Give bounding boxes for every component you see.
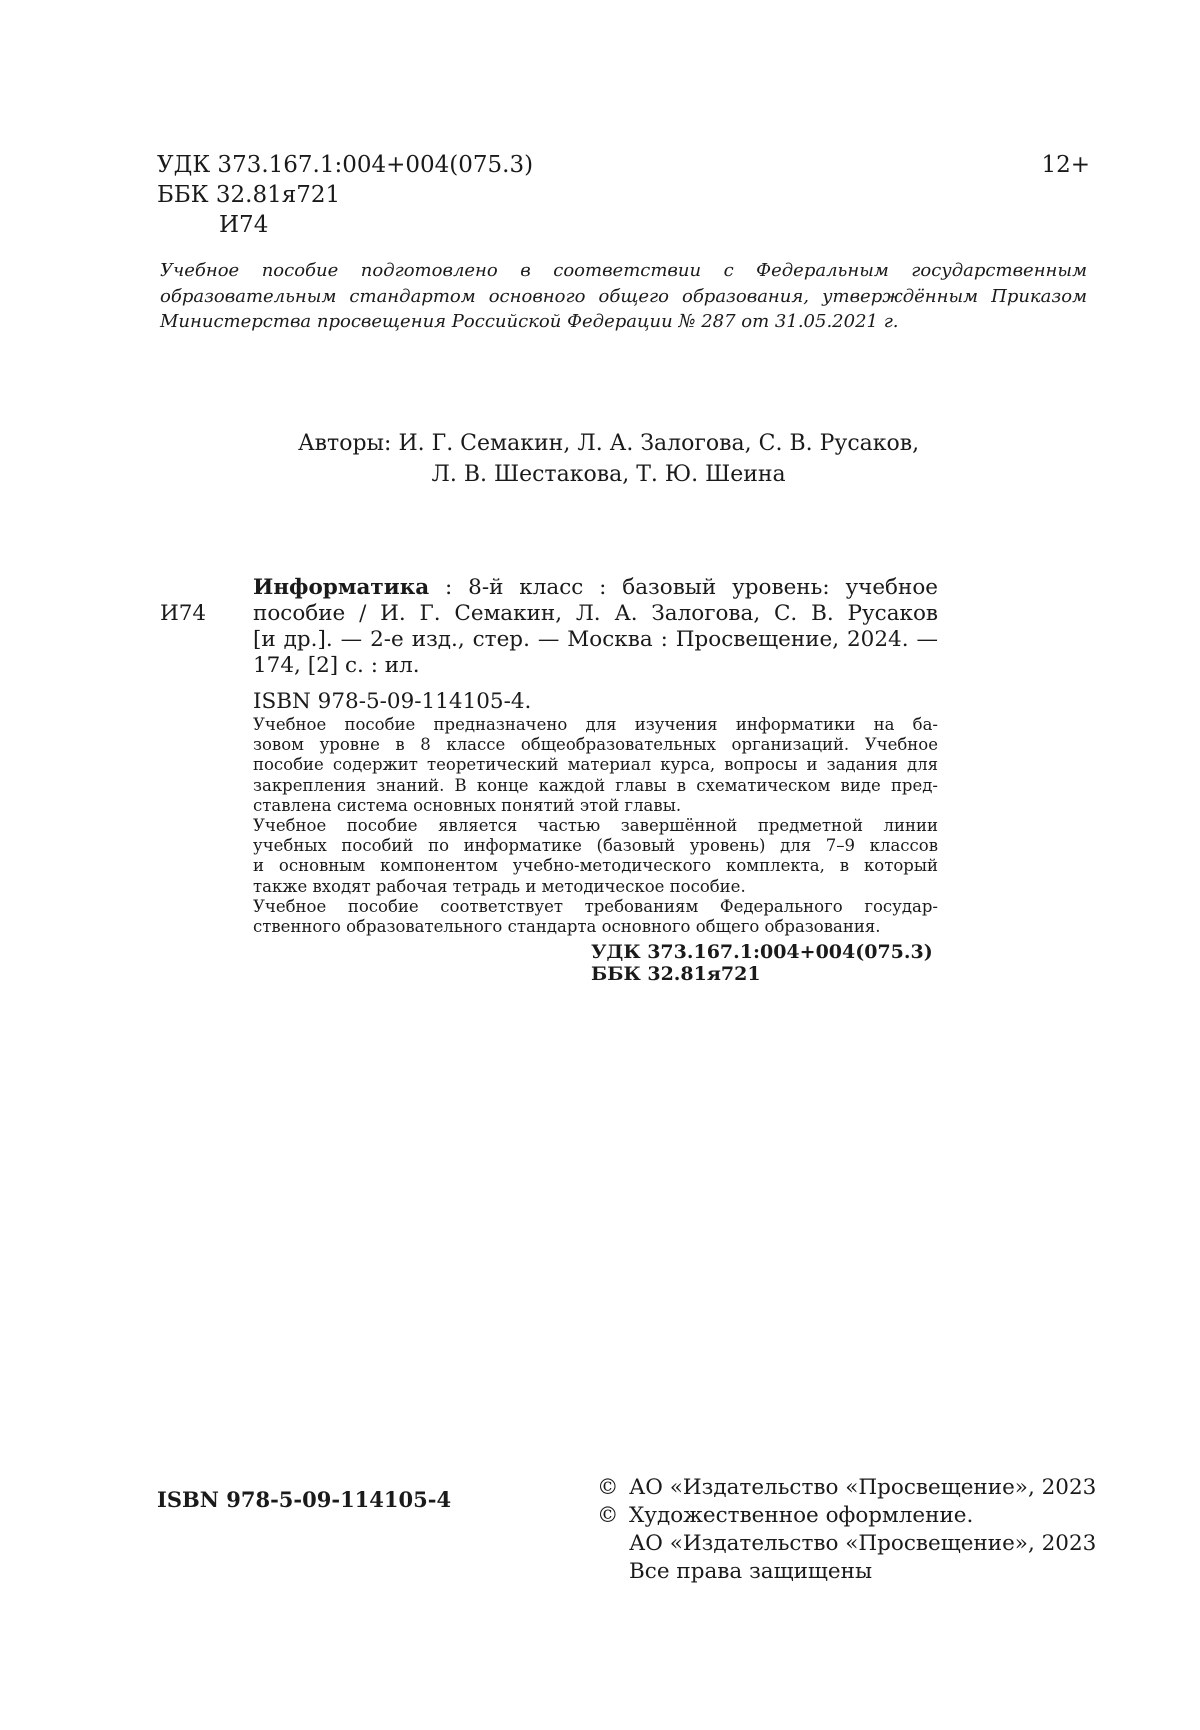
annotation bbox=[253, 715, 938, 985]
biblio-isbn: ISBN 978-5-09-114105-4. bbox=[253, 689, 532, 714]
annotation-line: пособие содержит теоретический материал курса, вопросы и задания для bbox=[253, 755, 938, 775]
annotation-line: ственного образовательного стандарта основного общего образования. bbox=[253, 917, 881, 937]
annotation-line: закрепления знаний. В конце каждой главы в схематическом виде пред- bbox=[253, 775, 938, 795]
copyright-symbol: © bbox=[597, 1475, 619, 1500]
cutter-number: И74 bbox=[160, 601, 207, 626]
authors-block bbox=[298, 428, 919, 490]
annotation-line: учебных пособий по информатике (базовый уровень) для 7–9 классов bbox=[253, 836, 938, 856]
bbk-code: ББК 32.81я721 bbox=[157, 182, 341, 208]
annotation-line: Учебное пособие предназначено для изучения информатики на ба- bbox=[253, 715, 938, 734]
bibliographic-record bbox=[160, 575, 938, 715]
biblio-line-rest: : 8-й класс : базовый уровень: учебное bbox=[429, 575, 938, 600]
rights-reserved: Все права защищены bbox=[629, 1559, 873, 1584]
copyright-block bbox=[597, 1474, 1096, 1586]
age-rating: 12+ bbox=[1041, 152, 1090, 178]
decree-line: Министерства просвещения Российской Федерации № 287 от 31.05.2021 г. bbox=[160, 311, 899, 332]
footer-isbn: ISBN 978-5-09-114105-4 bbox=[157, 1487, 452, 1512]
decree-line: образовательным стандартом основного общего образования, утверждённым Приказом bbox=[160, 285, 1087, 307]
annotation-line: зовом уровне в 8 классе общеобразовательных организаций. Учебное bbox=[253, 735, 938, 755]
annotation-line: Учебное пособие соответствует требованиям Федерального государ- bbox=[253, 896, 938, 916]
annotation-line: ставлена система основных понятий этой главы. bbox=[253, 795, 682, 815]
copyright-line: Художественное оформление. bbox=[629, 1503, 974, 1528]
authors-line: Л. В. Шестакова, Т. Ю. Шеина bbox=[431, 462, 786, 487]
decree-statement bbox=[160, 258, 1087, 335]
biblio-line: 174, [2] с. : ил. bbox=[253, 653, 420, 678]
copyright-line: АО «Издательство «Просвещение», 2023 bbox=[629, 1531, 1097, 1556]
copyright-symbol: © bbox=[597, 1503, 619, 1528]
biblio-line: пособие / И. Г. Семакин, Л. А. Залогова, С. В. Русаков bbox=[253, 601, 938, 626]
annotation-line: Учебное пособие является частью завершённой предметной линии bbox=[253, 816, 938, 836]
annotation-line: также входят рабочая тетрадь и методическое пособие. bbox=[253, 876, 746, 896]
biblio-line: [и др.]. — 2-е изд., стер. — Москва : Просвещение, 2024. — bbox=[253, 627, 938, 652]
bbk-code: ББК 32.81я721 bbox=[591, 963, 761, 986]
decree-line: Учебное пособие подготовлено в соответствии с Федеральным государственным bbox=[160, 260, 1087, 281]
annotation-codes bbox=[253, 941, 938, 985]
book-title: Информатика bbox=[253, 575, 430, 600]
classification-codes bbox=[157, 150, 533, 240]
copyright-line: АО «Издательство «Просвещение», 2023 bbox=[629, 1475, 1097, 1500]
udk-code: УДК 373.167.1:004+004(075.3) bbox=[157, 152, 534, 178]
annotation-line: и основным компонентом учебно-методического комплекта, в который bbox=[253, 856, 938, 876]
author-index: И74 bbox=[219, 212, 269, 238]
udk-code: УДК 373.167.1:004+004(075.3) bbox=[591, 941, 933, 964]
biblio-line bbox=[253, 575, 938, 601]
authors-line: Авторы: И. Г. Семакин, Л. А. Залогова, С. В. Русаков, bbox=[298, 431, 920, 456]
